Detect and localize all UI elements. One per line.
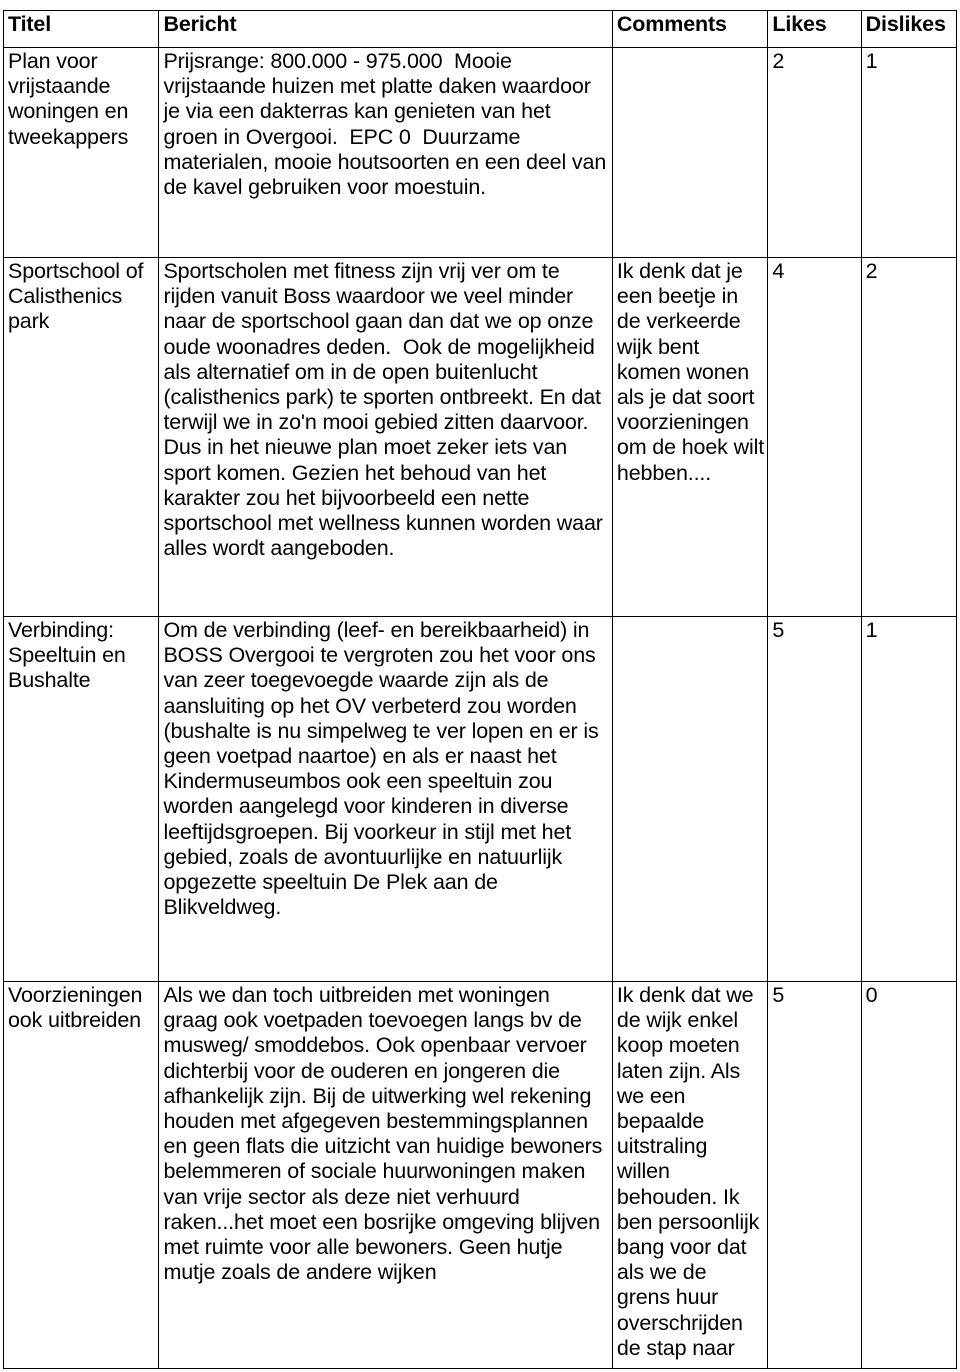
table-row [4, 48, 957, 258]
cell-bericht [159, 48, 612, 258]
column-header-comments: Comments [612, 11, 767, 48]
comments-text: Ik denk dat je een beetje in de verkeerde wijk bent komen wonen als je dat soort voorzieningen om de hoek wilt hebben.... [616, 259, 770, 485]
bericht-text: Als we dan toch uitbreiden met woningen graag ook voetpaden toevoegen langs bv de musweg/ smoddebos. Ook openbaar vervoer dichterbij voor de ouderen en jongeren die afhankelijk zijn. Bij de uitwerking wel rekening houden met afgegeven bestemmingsplannen en geen flats die uitzicht van huidige bewoners belemmeren of sociale huurwoningen maken van vrije sector als deze niet verhuurd raken...het moet een bosrijke omgeving blijven met ruimte voor alle bewoners. Geen hutje mutje zoals de andere wijken [163, 983, 609, 1285]
dislikes-count: 0 [865, 983, 878, 1007]
cell-comments [612, 258, 770, 617]
table-row [4, 258, 957, 617]
cell-dislikes [861, 258, 956, 617]
bericht-text: Om de verbinding (leef- en bereikbaarheid) in BOSS Overgooi te vergroten zou het voor ons van zeer toegevoegde waarde zijn als de aansluiting op het OV verbeterd zou worden (bushalte is nu simpelweg te ver lopen en er is geen voetpad naartoe) en als er naast het Kindermuseumbos ook een speeltuin zou worden aangelegd voor kinderen in diverse leeftijdsgroepen. Bij voorkeur in stijl met het gebied, zoals de avontuurlijke en natuurlijk opgezette speeltuin De Plek aan de Blikveldweg. [163, 618, 605, 920]
cell-likes [768, 48, 861, 258]
bericht-text: Prijsrange: 800.000 - 975.000 Mooie vrijstaande huizen met platte daken waardoor je via een dakterras kan genieten van het groen in Overgooi. EPC 0 Duurzame materialen, mooie houtsoorten en een deel van de kavel gebruiken voor moestuin. [163, 49, 612, 200]
cell-titel [4, 48, 159, 258]
bericht-text: Sportscholen met fitness zijn vrij ver om te rijden vanuit Boss waardoor we veel minder naar de sportschool gaan dan dat we op onze oude woonadres deden. Ook de mogelijkheid als alternatief om in de open buitenlucht (calisthenics park) te sporten ontbreekt. En dat terwijl we in zo'n mooi gebied zitten daarvoor. Dus in het nieuwe plan moet zeker iets van sport komen. Gezien het behoud van het karakter zou het bijvoorbeeld een nette sportschool met wellness kunnen worden waar alles wordt aangeboden. [163, 259, 609, 561]
cell-comments [612, 617, 767, 982]
titel-text: Voorzieningen ook uitbreiden [8, 983, 149, 1033]
table-row [4, 982, 957, 1369]
likes-count: 4 [772, 259, 785, 283]
titel-text: Sportschool of Calisthenics park [8, 259, 150, 334]
table-header-row [4, 11, 957, 48]
dislikes-count: 2 [865, 259, 878, 283]
likes-count: 5 [772, 618, 785, 642]
titel-text: Verbinding: Speeltuin en Bushalte [8, 618, 132, 693]
cell-dislikes [861, 982, 956, 1369]
cell-dislikes [861, 617, 956, 982]
cell-bericht [159, 982, 612, 1369]
cell-bericht [159, 258, 612, 617]
dislikes-count: 1 [865, 49, 878, 73]
table-body [4, 48, 957, 1369]
cell-comments [612, 982, 767, 1369]
dislikes-count: 1 [865, 618, 878, 642]
column-header-titel: Titel [4, 11, 159, 48]
table-row [4, 617, 957, 982]
likes-count: 2 [772, 49, 785, 73]
cell-bericht [159, 617, 612, 982]
column-header-dislikes: Dislikes [861, 11, 956, 48]
feedback-table [3, 10, 957, 1369]
cell-titel [4, 617, 159, 982]
cell-likes [768, 982, 861, 1369]
table-header [4, 11, 957, 48]
cell-titel [4, 982, 159, 1369]
cell-dislikes [861, 48, 956, 258]
comments-text: Ik denk dat we de wijk enkel koop moeten laten zijn. Als we een bepaalde uitstraling willen behouden. Ik ben persoonlijk bang voor dat als we de grens huur overschrijden de stap naar [616, 983, 766, 1360]
column-header-bericht: Bericht [159, 11, 612, 48]
cell-likes [768, 617, 861, 982]
cell-titel [4, 258, 159, 617]
likes-count: 5 [772, 983, 785, 1007]
cell-comments [612, 48, 767, 258]
titel-text: Plan voor vrijstaande woningen en tweekappers [8, 49, 135, 149]
column-header-likes: Likes [768, 11, 861, 48]
cell-likes [768, 258, 861, 617]
